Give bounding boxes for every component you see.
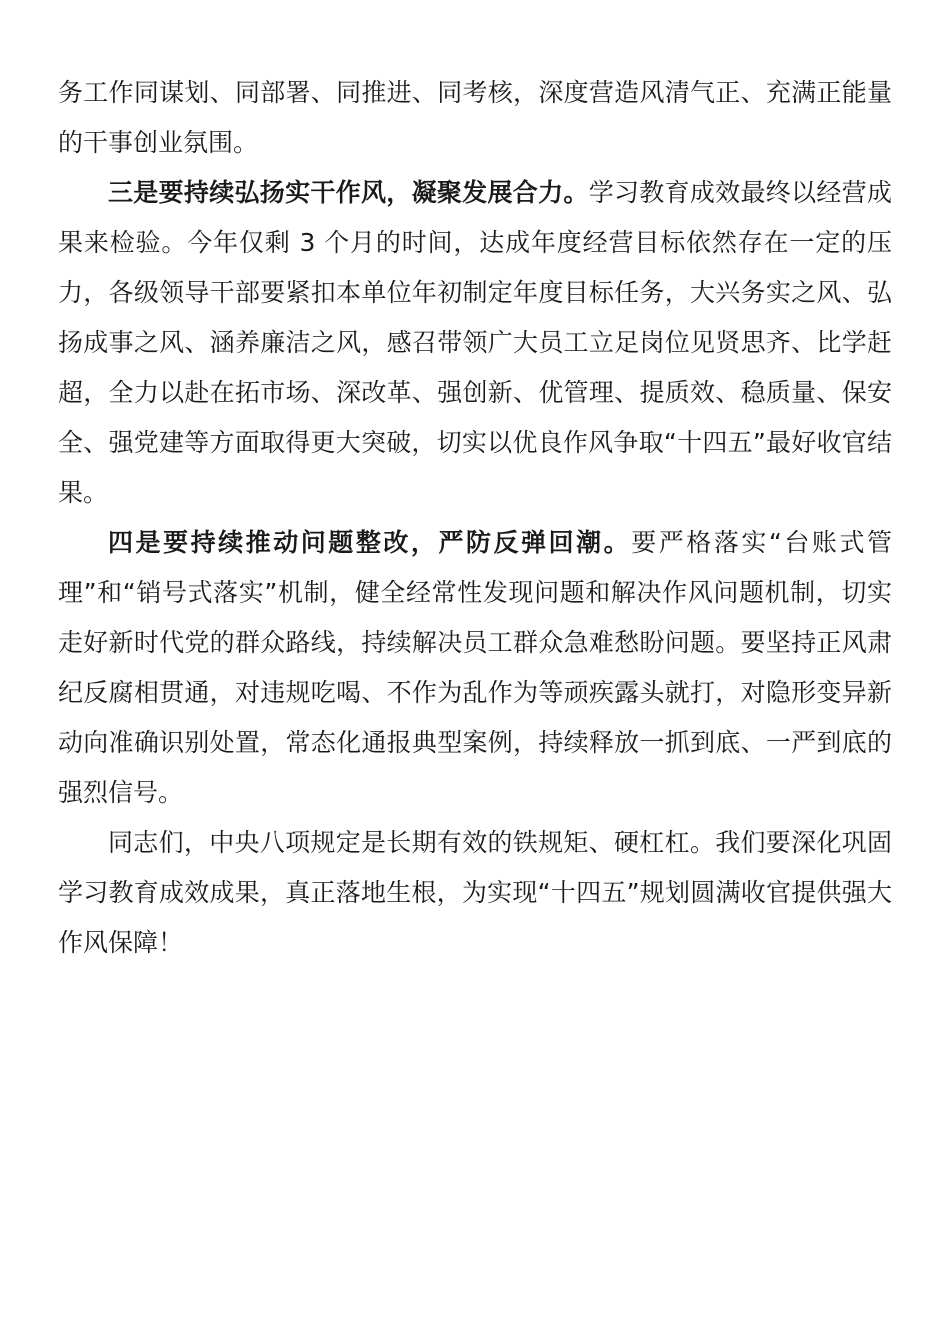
paragraph-point-three (58, 168, 892, 518)
paragraph-text: 要严格落实“台账式管理”和“销号式落实”机制，健全经常性发现问题和解决作风问题机制，切实走好新时代党的群众路线，持续解决员工群众急难愁盼问题。要坚持正风肃纪反腐相贯通，对违规吃喝、不作为乱作为等顽疾露头就打，对隐形变异新动向准确识别处置，常态化通报典型案例，持续释放一抓到底、一严到底的强烈信号。 (58, 528, 892, 807)
paragraph-heading: 三是要持续弘扬实干作风，凝聚发展合力。 (108, 178, 589, 207)
paragraph-continuation (58, 68, 892, 168)
document-body (58, 68, 892, 968)
paragraph-text: 同志们，中央八项规定是长期有效的铁规矩、硬杠杠。我们要深化巩固学习教育成效成果，真正落地生根，为实现“十四五”规划圆满收官提供强大作风保障！ (58, 828, 892, 957)
paragraph-closing (58, 818, 892, 968)
paragraph-text: 务工作同谋划、同部署、同推进、同考核，深度营造风清气正、充满正能量的干事创业氛围。 (58, 78, 892, 157)
paragraph-point-four (58, 518, 892, 818)
paragraph-heading: 四是要持续推动问题整改，严防反弹回潮。 (108, 528, 632, 557)
paragraph-text: 学习教育成效最终以经营成果来检验。今年仅剩 3 个月的时间，达成年度经营目标依然存在一定的压力，各级领导干部要紧扣本单位年初制定年度目标任务，大兴务实之风、弘扬成事之风、涵养廉洁之风，感召带领广大员工立足岗位见贤思齐、比学赶超，全力以赴在拓市场、深改革、强创新、优管理、提质效、稳质量、保安全、强党建等方面取得更大突破，切实以优良作风争取“十四五”最好收官结果。 (58, 178, 892, 507)
